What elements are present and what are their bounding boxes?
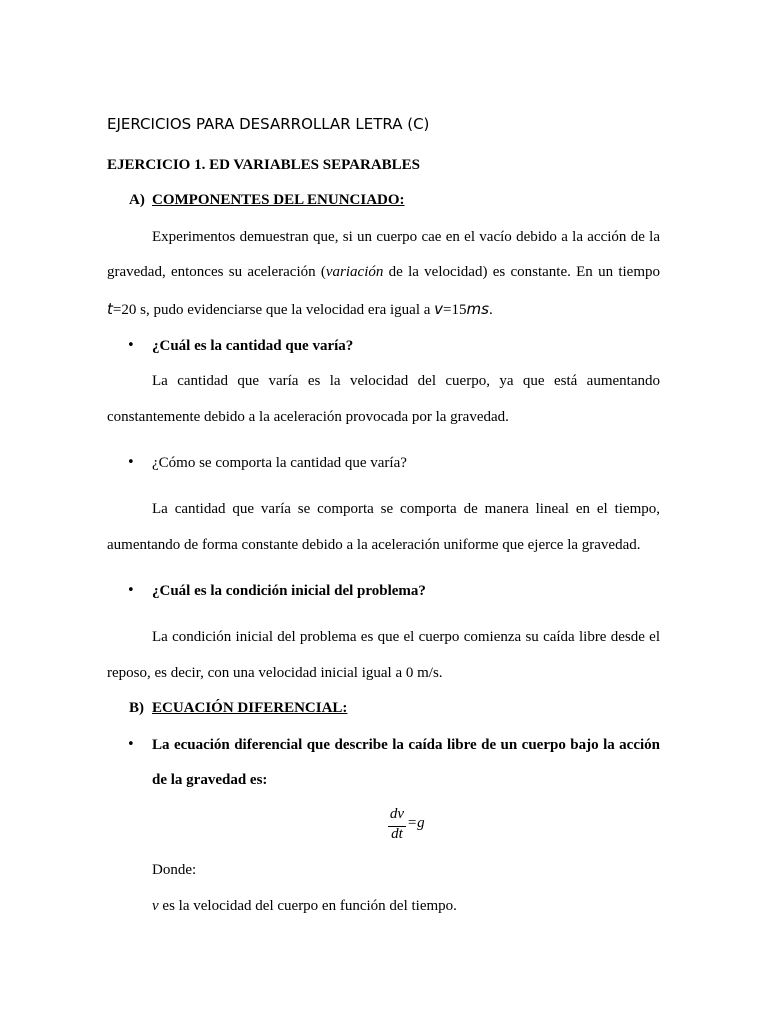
equation-intro-line-1 xyxy=(152,737,660,754)
bullet-icon: • xyxy=(127,455,135,470)
intro-text-3a: =20 s, pudo evidenciarse que la velocidad era igual a xyxy=(112,302,435,318)
intro-text-2a: gravedad, entonces su aceleración ( xyxy=(107,264,326,280)
bullet-icon: • xyxy=(127,583,135,598)
q2-answer-line-2: aumentando de forma constante debido a la aceleración uniforme que ejerce la gravedad. xyxy=(107,537,641,553)
equation-numerator: dv xyxy=(389,806,405,822)
q1-question: ¿Cuál es la cantidad que varía? xyxy=(152,338,354,354)
v-definition-text: es la velocidad del cuerpo en función del tiempo. xyxy=(158,898,457,914)
equation-intro-line-2: de la gravedad es: xyxy=(152,772,268,788)
q3-answer-line-1 xyxy=(152,629,660,646)
intro-text-3c: . xyxy=(488,302,493,318)
q1-answer-line-2: constantemente debido a la aceleración provocada por la gravedad. xyxy=(107,409,509,425)
intro-text-3b: =15 xyxy=(443,302,467,318)
q1-answer-text-1: La cantidad que varía es la velocidad del cuerpo, ya que está aumentando xyxy=(152,373,660,389)
exercise-title: EJERCICIO 1. ED VARIABLES SEPARABLES xyxy=(107,157,421,173)
q2-answer-line-1 xyxy=(152,501,660,518)
equation-rhs: =g xyxy=(407,815,425,831)
q3-question: ¿Cuál es la condición inicial del problema? xyxy=(152,583,426,599)
q2-answer-text-1: La cantidad que varía se comporta se comporta de manera lineal en el tiempo, xyxy=(152,501,660,517)
var-v: v xyxy=(434,300,444,318)
section-a-letter: A) xyxy=(129,192,145,208)
bullet-icon: • xyxy=(127,737,135,752)
section-a-title: COMPONENTES DEL ENUNCIADO: xyxy=(152,192,405,208)
intro-text-1: Experimentos demuestran que, si un cuerpo cae en el vacío debido a la acción de la xyxy=(152,229,660,245)
page-heading: EJERCICIOS PARA DESARROLLAR LETRA (C) xyxy=(107,115,430,133)
q3-answer-text-1: La condición inicial del problema es que el cuerpo comienza su caída libre desde el xyxy=(152,629,660,645)
bullet-icon: • xyxy=(127,338,135,353)
equation-intro-text-1: La ecuación diferencial que describe la caída libre de un cuerpo bajo la acción xyxy=(152,737,660,753)
intro-italic: variación xyxy=(325,264,384,280)
q2-question: ¿Cómo se comporta la cantidad que varía? xyxy=(152,455,407,471)
v-definition xyxy=(152,898,457,915)
donde-label: Donde: xyxy=(152,862,197,878)
equation-denominator: dt xyxy=(391,826,403,842)
q1-answer-line-1 xyxy=(152,373,660,390)
unit-ms: ms xyxy=(466,300,489,318)
var-t: t xyxy=(107,300,113,318)
intro-line-3 xyxy=(107,300,493,319)
q3-answer-line-2: reposo, es decir, con una velocidad inicial igual a 0 m/s. xyxy=(107,665,443,681)
intro-line-2 xyxy=(107,264,660,281)
intro-line-1 xyxy=(152,229,660,246)
section-b-title: ECUACIÓN DIFERENCIAL: xyxy=(152,700,348,716)
v-symbol: v xyxy=(152,898,159,914)
intro-text-2b: de la velocidad) es constante. En un tiempo xyxy=(383,264,660,280)
section-b-letter: B) xyxy=(129,700,144,716)
